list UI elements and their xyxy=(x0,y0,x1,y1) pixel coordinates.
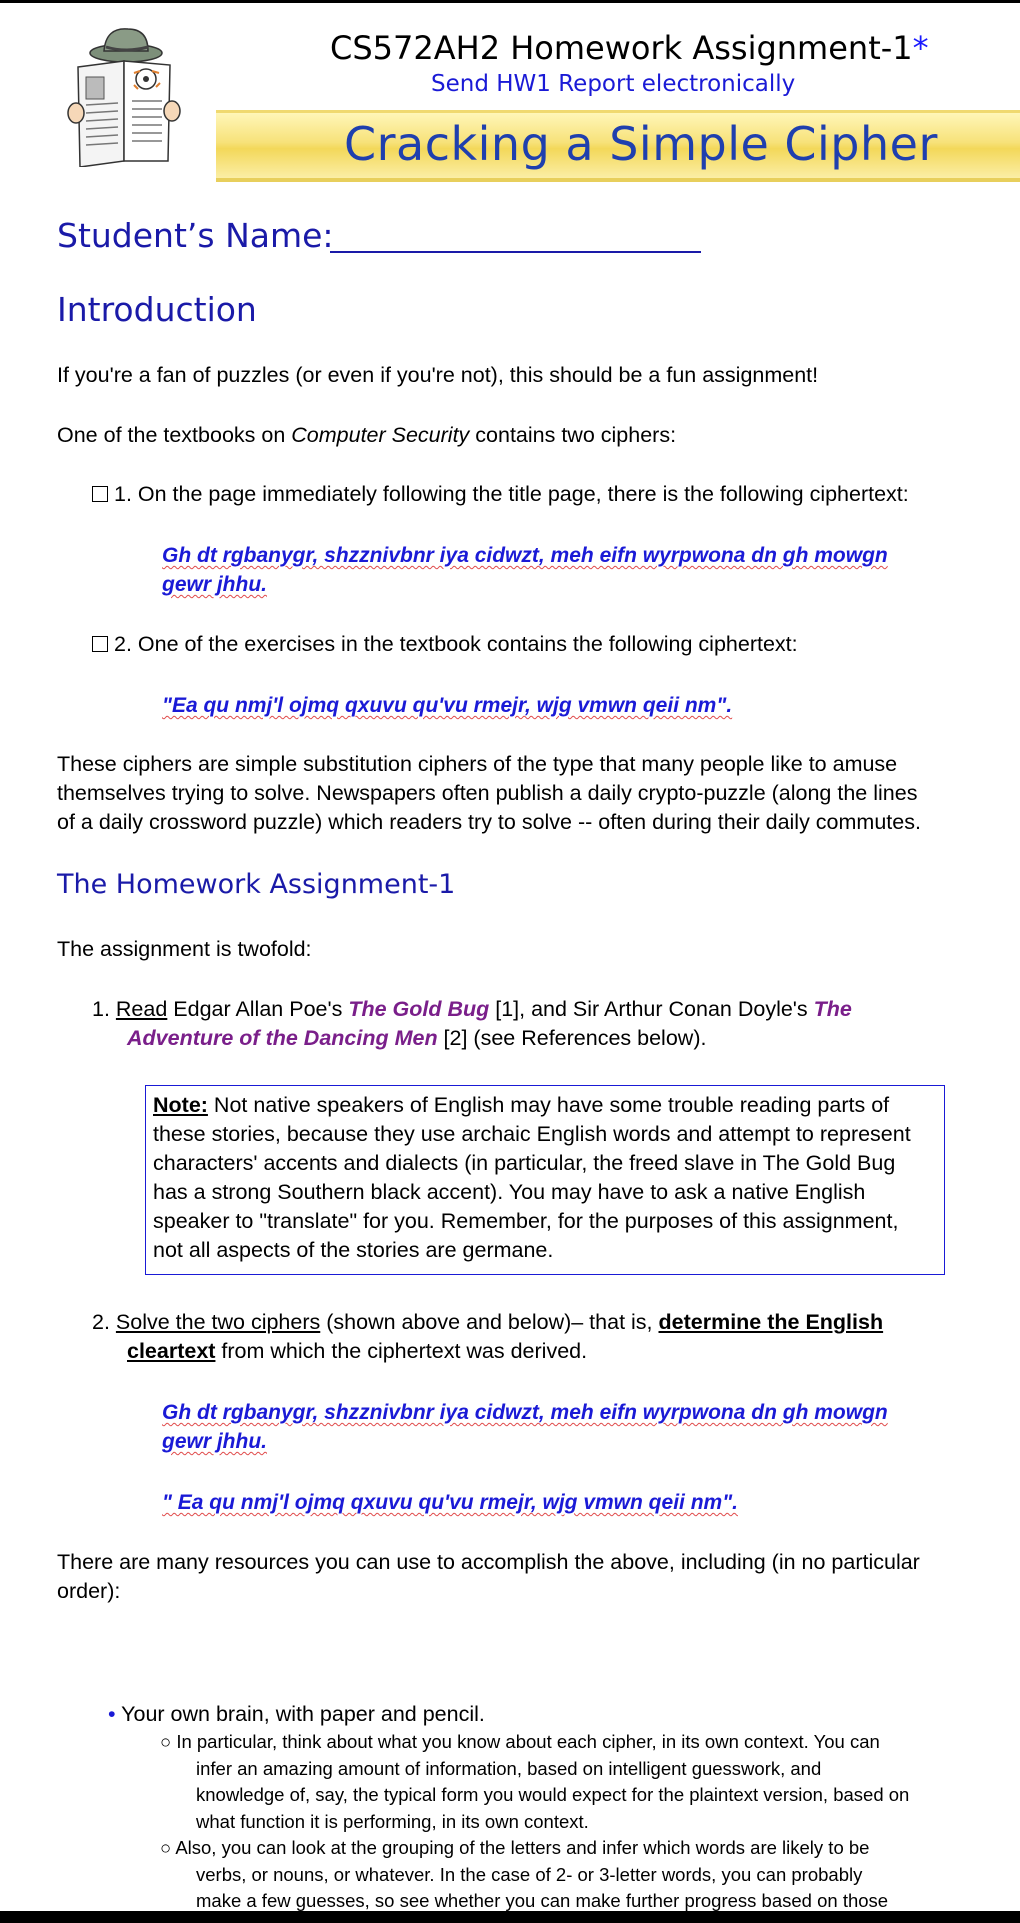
student-name-label: Student’s Name: xyxy=(57,216,334,255)
resource-bullet-1: • Your own brain, with paper and pencil. xyxy=(108,1702,485,1726)
bullet-icon: • xyxy=(108,1702,116,1726)
resource-sub-2: ○ Also, you can look at the grouping of the letters and infer which words are likely to be verbs, or nouns, or whatever. In the case of 2- or 3-letter words, you can probably make a few guesses, so see whether you can make further progress based on those xyxy=(160,1837,889,1911)
circle-bullet-icon: ○ xyxy=(160,1731,172,1752)
resource-sub-1: ○ In particular, think about what you know about each cipher, in its own context. You can infer an amazing amount of information, based on intelligent guesswork, and knowledge of, say, the typical form you would expect for the plaintext version, based on what function it is performing, in its own context. xyxy=(160,1731,910,1832)
intro-heading: Introduction xyxy=(57,290,257,329)
ciphertext-1: Gh dt rgbanygr, shzznivbnr iya cidwzt, meh eifn wyrpwona dn gh mowgn gewr jhhu. xyxy=(162,544,888,596)
banner-title: Cracking a Simple Cipher xyxy=(344,117,938,171)
ciphertext-2-repeat: " Ea qu nmj'l ojmq qxuvu qu'vu rmejr, wjg vmwn qeii nm". xyxy=(162,1491,738,1514)
page-title: CS572AH2 Homework Assignment-1* xyxy=(330,29,929,67)
checkbox-icon xyxy=(92,636,108,652)
circle-bullet-icon: ○ xyxy=(160,1837,172,1858)
newspaper-reader-icon xyxy=(62,21,186,167)
note-box: Note: Not native speakers of English may have some trouble reading parts of these stories, because they use archaic English words and attempt to represent characters' accents and dialects (in particular, the freed slave in The Gold Bug has a strong Southern black accent). You may have to ask a native English speaker to "translate" for you. Remember, for the purposes of this assignment, not all aspects of the stories are germane. xyxy=(145,1085,945,1275)
cipher-item-2: 2. One of the exercises in the textbook contains the following ciphertext: xyxy=(92,630,798,659)
ciphertext-2: "Ea qu nmj'l ojmq qxuvu qu'vu rmejr, wjg vmwn qeii nm". xyxy=(162,694,733,717)
cipher-item-1: 1. On the page immediately following the title page, there is the following ciphertext: xyxy=(92,480,909,509)
resources-intro: There are many resources you can use to accomplish the above, including (in no particular order): xyxy=(57,1550,920,1603)
student-name-field[interactable] xyxy=(330,251,701,253)
ciphertext-1-repeat: Gh dt rgbanygr, shzznivbnr iya cidwzt, meh eifn wyrpwona dn gh mowgn gewr jhhu. xyxy=(162,1401,888,1453)
bottom-bar xyxy=(0,1911,1020,1923)
step-2: 2. Solve the two ciphers (shown above and below)– that is, determine the English cleartext from which the ciphertext was derived. xyxy=(92,1310,884,1363)
homework-heading: The Homework Assignment-1 xyxy=(57,869,456,900)
step-1: 1. Read Edgar Allan Poe's The Gold Bug [1], and Sir Arthur Conan Doyle's The Adventure of the Dancing Men [2] (see References below). xyxy=(92,997,852,1050)
page-subtitle: Send HW1 Report electronically xyxy=(431,71,796,97)
intro-paragraph-2: One of the textbooks on Computer Security contains two ciphers: xyxy=(57,423,677,447)
intro-paragraph-3: These ciphers are simple substitution ciphers of the type that many people like to amuse themselves trying to solve. Newspapers often publish a daily crypto-puzzle (along the lines of a daily crossword puzzle) which readers try to solve -- often during their daily commutes. xyxy=(57,752,921,834)
homework-lead: The assignment is twofold: xyxy=(57,937,312,961)
intro-paragraph-1: If you're a fan of puzzles (or even if you're not), this should be a fun assignment! xyxy=(57,363,819,387)
checkbox-icon xyxy=(92,486,108,502)
